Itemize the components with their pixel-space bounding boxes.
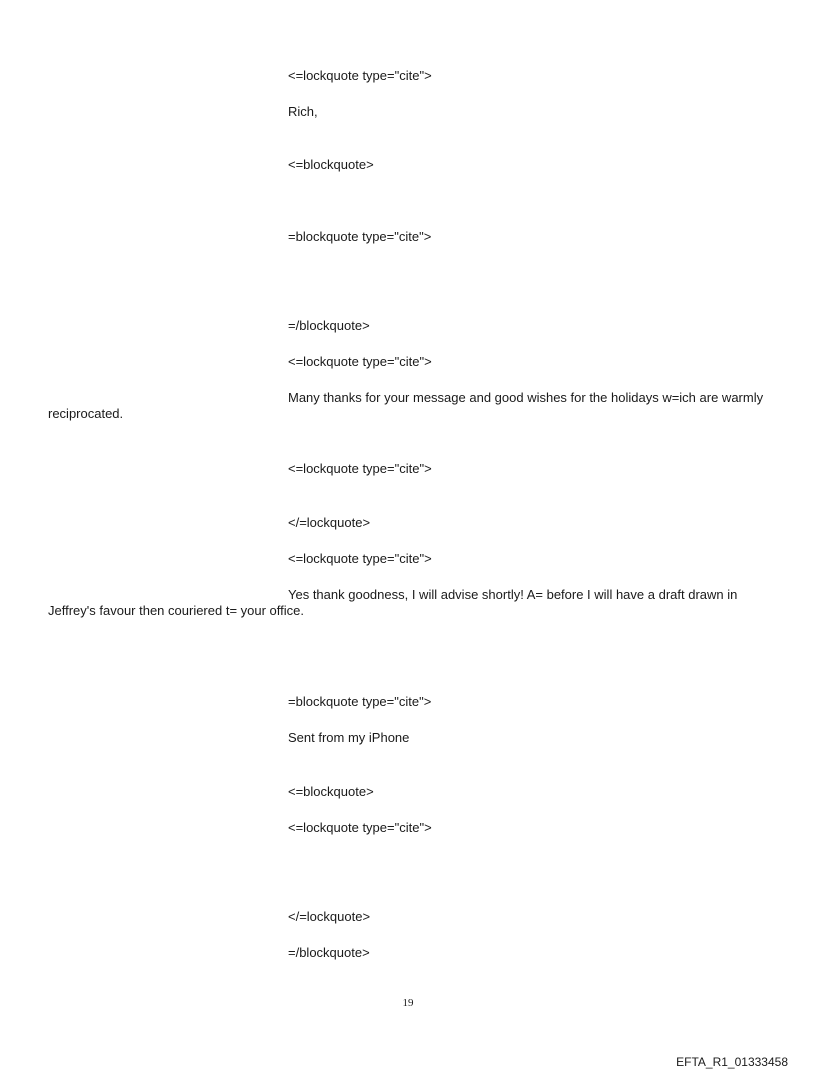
document-id-footer: EFTA_R1_01333458 <box>676 1055 788 1069</box>
text-line: <=lockquote type="cite"> <box>288 68 432 83</box>
text-line: =blockquote type="cite"> <box>288 694 432 709</box>
text-line: =blockquote type="cite"> <box>288 229 432 244</box>
text-line: <=lockquote type="cite"> <box>288 461 432 476</box>
text-line: <=blockquote> <box>288 784 374 799</box>
text-line: =/blockquote> <box>288 945 370 960</box>
message-paragraph: Many thanks for your message and good wishes for the holidays w=ich are warmly reciprocated. <box>48 390 764 421</box>
message-paragraph: Yes thank goodness, I will advise shortly! A= before I will have a draft drawn in Jeffrey's favour then couriered t= your office. <box>48 587 738 618</box>
signature-line: Sent from my iPhone <box>288 730 410 745</box>
text-line: <=lockquote type="cite"> <box>288 354 432 369</box>
page-number: 19 <box>402 997 414 1009</box>
text-line: <=blockquote> <box>288 157 374 172</box>
text-line: </=lockquote> <box>288 515 371 530</box>
text-line: <=lockquote type="cite"> <box>288 820 432 835</box>
text-line: =/blockquote> <box>288 318 370 333</box>
greeting-line: Rich, <box>288 104 318 119</box>
text-line: </=lockquote> <box>288 909 371 924</box>
text-line: <=lockquote type="cite"> <box>288 551 432 566</box>
